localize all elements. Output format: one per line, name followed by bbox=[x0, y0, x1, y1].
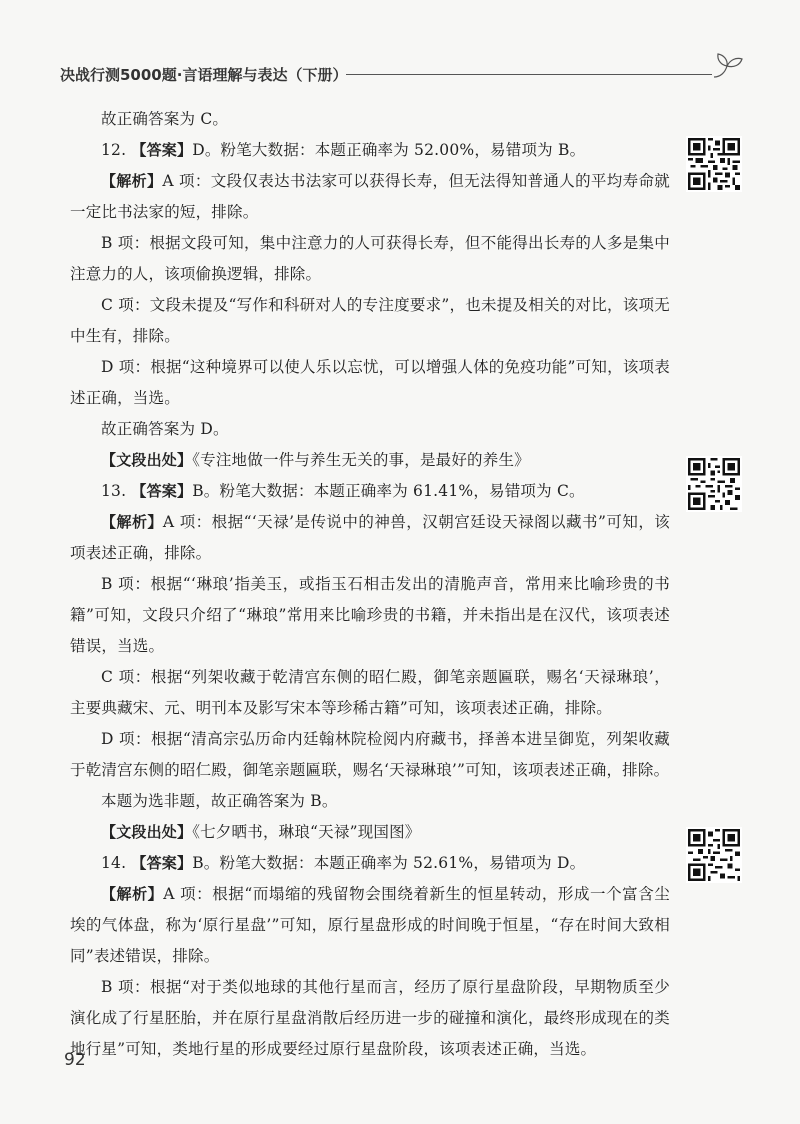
paragraph bbox=[70, 135, 670, 166]
qr-code-icon[interactable] bbox=[686, 136, 742, 192]
paragraph-text: A 项：根据“‘天禄’是传说中的神兽，汉朝宫廷设天禄阁以藏书”可知，该项表述正确，排除。 bbox=[70, 513, 670, 562]
paragraph-text: C 项：文段未提及“写作和科研对人的专注度要求”，也未提及相关的对比，该项无中生有，排除。 bbox=[70, 296, 670, 345]
qr-code-icon[interactable] bbox=[686, 456, 742, 512]
paragraph-text: D 项：根据“这种境界可以使人乐以忘忧，可以增强人体的免疫功能”可知，该项表述正确，当选。 bbox=[70, 358, 670, 407]
paragraph-text: A 项：文段仅表达书法家可以获得长寿，但无法得知普通人的平均寿命就一定比书法家的短，排除。 bbox=[70, 172, 670, 221]
paragraph bbox=[70, 414, 670, 445]
label-tag: 【文段出处】 bbox=[101, 823, 193, 841]
paragraph-text: 14. bbox=[101, 854, 132, 872]
paragraph bbox=[70, 166, 670, 228]
leaf-sprout-icon bbox=[710, 46, 746, 80]
paragraph-text: B。粉笔大数据：本题正确率为 52.61%，易错项为 D。 bbox=[192, 854, 586, 872]
paragraph-text: B。粉笔大数据：本题正确率为 61.41%，易错项为 C。 bbox=[192, 482, 585, 500]
paragraph-text: A 项：根据“而塌缩的残留物会围绕着新生的恒星转动，形成一个富含尘埃的气体盘，称为‘原行星盘’”可知，原行星盘形成的时间晚于恒星，“存在时间大致相同”表述错误，排除。 bbox=[70, 885, 670, 965]
paragraph-text: 故正确答案为 C。 bbox=[101, 110, 229, 128]
paragraph bbox=[70, 352, 670, 414]
paragraph-text: C 项：根据“列架收藏于乾清宫东侧的昭仁殿，御笔亲题匾联，赐名‘天禄琳琅’，主要典藏宋、元、明刊本及影写宋本等珍稀古籍”可知，该项表述正确，排除。 bbox=[70, 668, 670, 717]
paragraph bbox=[70, 507, 670, 569]
paragraph-text: D。粉笔大数据：本题正确率为 52.00%，易错项为 B。 bbox=[192, 141, 586, 159]
paragraph bbox=[70, 228, 670, 290]
header-rule bbox=[346, 74, 712, 75]
paragraph bbox=[70, 786, 670, 817]
paragraph bbox=[70, 569, 670, 662]
paragraph bbox=[70, 817, 670, 848]
paragraph-text: B 项：根据文段可知，集中注意力的人可获得长寿，但不能得出长寿的人多是集中注意力的人，该项偷换逻辑，排除。 bbox=[70, 234, 670, 283]
label-tag: 【解析】 bbox=[101, 885, 164, 903]
paragraph bbox=[70, 848, 670, 879]
paragraph bbox=[70, 476, 670, 507]
paragraph-text: B 项：根据“对于类似地球的其他行星而言，经历了原行星盘阶段，早期物质至少演化成了行星胚胎，并在原行星盘消散后经历进一步的碰撞和演化，最终形成现在的类地行星”可知，类地行星的形成要经过原行星盘阶段，该项表述正确，当选。 bbox=[70, 978, 670, 1058]
page-number: 92 bbox=[64, 1050, 86, 1070]
paragraph bbox=[70, 104, 670, 135]
label-tag: 【答案】 bbox=[131, 141, 193, 159]
header-title: 决战行测5000题·言语理解与表达（下册） bbox=[60, 66, 348, 84]
paragraph bbox=[70, 972, 670, 1065]
paragraph-text: 12. bbox=[101, 141, 132, 159]
label-tag: 【文段出处】 bbox=[101, 451, 193, 469]
answer-text bbox=[70, 104, 670, 1065]
label-tag: 【答案】 bbox=[131, 854, 193, 872]
paragraph-text: B 项：根据“‘琳琅’指美玉，或指玉石相击发出的清脆声音，常用来比喻珍贵的书籍”可知，文段只介绍了“琳琅”常用来比喻珍贵的书籍，并未指出是在汉代，该项表述错误，当选。 bbox=[70, 575, 670, 655]
paragraph-text: 本题为选非题，故正确答案为 B。 bbox=[101, 792, 338, 810]
label-tag: 【答案】 bbox=[131, 482, 193, 500]
paragraph-text: 《专注地做一件与养生无关的事，是最好的养生》 bbox=[192, 451, 530, 469]
paragraph-text: 13. bbox=[101, 482, 132, 500]
paragraph bbox=[70, 724, 670, 786]
paragraph-text: 故正确答案为 D。 bbox=[101, 420, 229, 438]
label-tag: 【解析】 bbox=[101, 513, 163, 531]
paragraph bbox=[70, 662, 670, 724]
paragraph bbox=[70, 879, 670, 972]
qr-code-icon[interactable] bbox=[686, 827, 742, 883]
paragraph-text: D 项：根据“清高宗弘历命内廷翰林院检阅内府藏书，择善本进呈御览，列架收藏于乾清宫东侧的昭仁殿，御笔亲题匾联，赐名‘天禄琳琅’”可知，该项表述正确，排除。 bbox=[70, 730, 670, 779]
paragraph bbox=[70, 290, 670, 352]
paragraph-text: 《七夕晒书，琳琅“天禄”现国图》 bbox=[192, 823, 421, 841]
running-header bbox=[46, 62, 746, 86]
paragraph bbox=[70, 445, 670, 476]
label-tag: 【解析】 bbox=[101, 172, 163, 190]
